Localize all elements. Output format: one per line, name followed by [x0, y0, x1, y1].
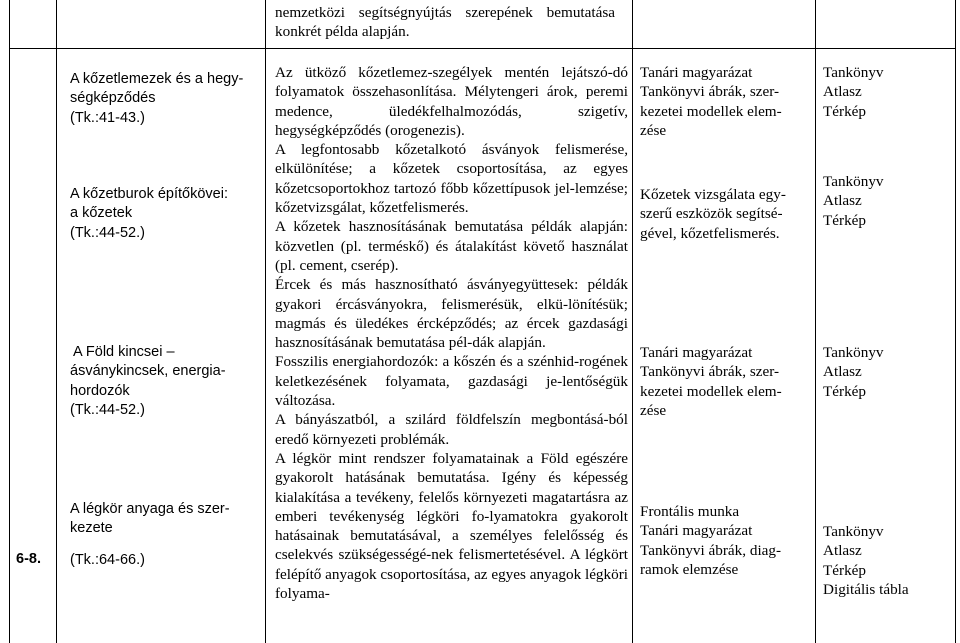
- method-3: Tanári magyarázat Tankönyvi ábrák, szer- kezetei modellek elem- zése: [640, 344, 782, 419]
- table-border: [955, 0, 956, 643]
- content-paragraph: Az ütköző kőzetlemez-szegélyek mentén lejátszó-dó folyamatok összehasonlítása. Mélytengeri árok, peremi medence, üledékfelhalmozódás, szigetív, hegységképződés (orogenezis).: [275, 64, 628, 139]
- content-paragraph: A bányászatból, a szilárd földfelszín megbontásá-ból eredő környezeti problémák.: [275, 411, 628, 448]
- topic-1: A kőzetlemezek és a hegy- ségképződés (Tk.:41-43.): [70, 71, 244, 126]
- content-paragraph: Ércek és más hasznosítható ásványegyüttesek: példák gyakori ércásványokra, felismerésük, elkü-lönítésük; magmás és üledékes ércképződés; az ércek gazdasági hasznosításának bemutatása pél-dák alapján.: [275, 276, 628, 352]
- table-border: [632, 0, 633, 643]
- tools-3: Tankönyv Atlasz Térkép: [823, 344, 884, 400]
- tools-2: Tankönyv Atlasz Térkép: [823, 173, 884, 229]
- topic-3: A Föld kincsei – ásványkincsek, energia- hordozók (Tk.:44-52.): [70, 344, 226, 418]
- content-paragraph: A légkör mint rendszer folyamatainak a Föld egészére gyakorolt hatásának bemutatása. Igény és képesség kialakítása a tevékeny, felelős környezeti magatartásra az emberi tevékenység légköri fo-lyamatokra gyakorolt hatásainak bemutatásával, a személyes felelősség és cselekvés szükségességé-nek felismertetésével. A légkört felépítő anyagok csoportosítása, az egyes anyagok légköri folyama-: [275, 449, 628, 603]
- topic-2: A kőzetburok építőkövei: a kőzetek (Tk.:44-52.): [70, 186, 228, 241]
- tools-4: Tankönyv Atlasz Térkép Digitális tábla: [823, 523, 909, 598]
- content-paragraph: A kőzetek hasznosításának bemutatása példák alapján: közvetlen (pl. terméskő) és átalakítást követő használat (pl. cement, cserép).: [275, 218, 628, 274]
- table-border: [9, 48, 956, 49]
- method-1: Tanári magyarázat Tankönyvi ábrák, szer- kezetei modellek elem- zése: [640, 64, 782, 139]
- content-paragraph: Fosszilis energiahordozók: a kőszén és a szénhid-rogének keletkezésének folyamata, gazdasági je-lentőségük változása.: [275, 353, 628, 410]
- method-4: Frontális munka Tanári magyarázat Tankönyvi ábrák, diag- ramok elemzése: [640, 503, 782, 578]
- content-paragraph: A legfontosabb kőzetalkotó ásványok felismerése, elkülönítése; a kőzetek csoportosítása, az egyes kőzetcsoportokhoz tartozó főbb kőzettípusok jel-lemzése; kőzetvizsgálat, kőzetfelismerés.: [275, 141, 628, 217]
- table-border: [56, 0, 57, 643]
- content-column: [275, 63, 628, 603]
- topic-4: A légkör anyaga és szer- kezete (Tk.:64-66.): [70, 501, 230, 568]
- table-border: [9, 0, 10, 643]
- tools-1: Tankönyv Atlasz Térkép: [823, 64, 884, 120]
- header-content: nemzetközi segítségnyújtás szerepének bemutatása konkrét példa alapján.: [275, 4, 615, 41]
- table-border: [815, 0, 816, 643]
- table-border: [265, 0, 266, 643]
- row-number: 6-8.: [16, 551, 41, 567]
- method-2: Kőzetek vizsgálata egy- szerű eszközök segítsé- gével, kőzetfelismerés.: [640, 186, 786, 242]
